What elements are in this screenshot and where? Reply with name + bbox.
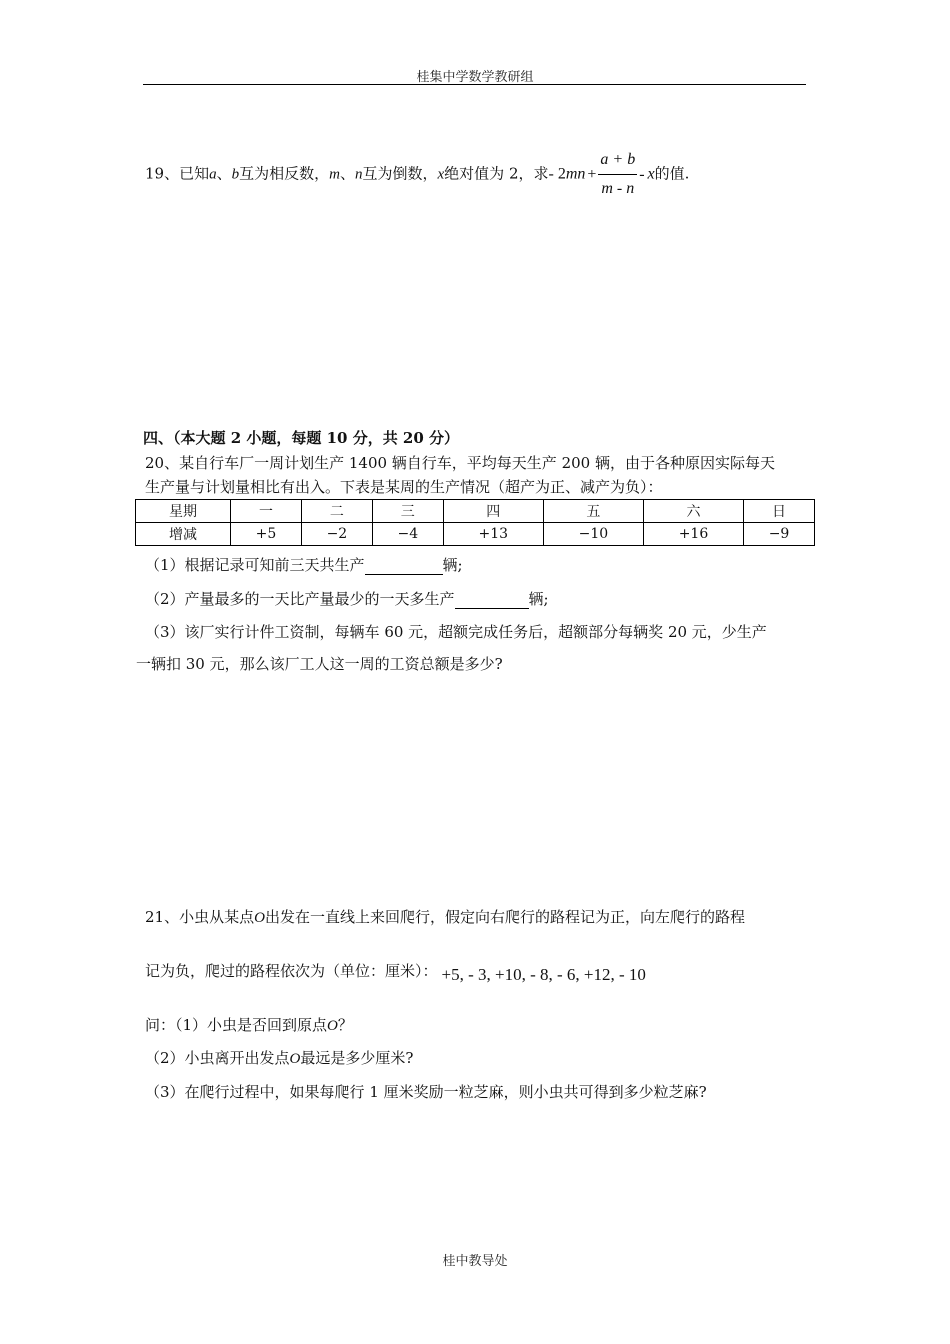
q21-point-O: O xyxy=(289,1051,301,1067)
q21-line-1-text: 21、小虫从某点 xyxy=(145,908,255,926)
q20-sub-1-unit: 辆; xyxy=(442,556,463,574)
table-cell: 五 xyxy=(543,500,643,523)
table-cell: +16 xyxy=(643,523,743,546)
table-cell: −9 xyxy=(744,523,815,546)
q19-text2: 互为倒数， xyxy=(362,164,438,183)
table-cell: +5 xyxy=(231,523,302,546)
page-footer: 桂中教导处 xyxy=(442,1254,508,1269)
table-row xyxy=(136,523,815,546)
q19-expr-minus: - xyxy=(639,165,645,183)
q19-expr-start: - 2 xyxy=(548,165,566,183)
q20-sub-3-line-2: 一辆扣 30 元，那么该厂工人这一周的工资总额是多少? xyxy=(136,655,503,673)
table-cell: 星期 xyxy=(136,500,231,523)
q21-line-2-text: 记为负，爬过的路程依次为（单位：厘米）： xyxy=(145,962,438,980)
table-cell: 一 xyxy=(231,500,302,523)
question-19 xyxy=(145,150,689,199)
production-table xyxy=(135,499,815,546)
q21-line-1-rest: 出发在一直线上来回爬行，假定向右爬行的路程记为正，向左爬行的路程 xyxy=(264,908,745,926)
table-cell: −4 xyxy=(372,523,443,546)
q21-sequence: +5, - 3, +10, - 8, - 6, +12, - 10 xyxy=(441,965,646,984)
q20-sub-2-unit: 辆; xyxy=(528,590,549,608)
table-cell: 增减 xyxy=(136,523,231,546)
q20-sub-2-text: （2）产量最多的一天比产量最少的一天多生产 xyxy=(145,590,455,608)
table-cell: −10 xyxy=(543,523,643,546)
section-4-title: 四、（本大题 2 小题，每题 10 分，共 20 分） xyxy=(143,429,460,447)
table-cell: 三 xyxy=(372,500,443,523)
q21-ask-1 xyxy=(145,1014,353,1035)
q19-var-a: a xyxy=(209,166,217,183)
q19-sep2: 、 xyxy=(339,164,355,183)
q19-end: 的值. xyxy=(654,164,690,183)
q19-prefix: 19、已知 xyxy=(145,164,210,183)
table-cell: 四 xyxy=(443,500,543,523)
q19-var-x: x xyxy=(437,166,445,183)
q19-expr-x: x xyxy=(647,165,655,183)
q19-var-b: b xyxy=(231,166,240,183)
q20-sub-3-line-1: （3）该厂实行计件工资制，每辆车 60 元，超额完成任务后，超额部分每辆奖 20 元，少生产 xyxy=(145,623,767,641)
table-header-row xyxy=(136,500,815,523)
q19-expr-plus: + xyxy=(587,165,597,183)
q21-ask-1-end: ？ xyxy=(337,1016,353,1034)
page-header: 桂集中学数学教研组 xyxy=(416,70,534,85)
q20-line-2: 生产量与计划量相比有出入。下表是某周的生产情况（超产为正、减产为负）： xyxy=(145,478,663,496)
q20-sub-1-text: （1）根据记录可知前三天共生产 xyxy=(145,556,365,574)
q21-line-1 xyxy=(145,906,745,927)
table-cell: 日 xyxy=(744,500,815,523)
answer-blank-1[interactable] xyxy=(365,558,443,575)
q21-ask-1-text: 问：（1）小虫是否回到原点 xyxy=(145,1016,328,1034)
q20-sub-1 xyxy=(145,554,463,575)
q21-ask-2 xyxy=(145,1047,413,1068)
table-cell: 六 xyxy=(643,500,743,523)
q19-fraction xyxy=(598,150,637,199)
q21-ask-3: （3）在爬行过程中，如果每爬行 1 厘米奖励一粒芝麻，则小虫共可得到多少粒芝麻? xyxy=(145,1083,707,1101)
q19-fraction-numerator: a + b xyxy=(598,150,637,175)
q21-point-O: O xyxy=(254,910,265,926)
q19-text3: 绝对值为 2，求 xyxy=(444,164,549,183)
q21-ask-2-text: （2）小虫离开出发点 xyxy=(145,1049,290,1067)
q19-var-m: m xyxy=(329,166,340,183)
answer-blank-2[interactable] xyxy=(455,592,529,609)
q19-sep1: 、 xyxy=(216,164,232,183)
header-rule xyxy=(143,84,806,85)
q19-fraction-denominator: m - n xyxy=(601,180,635,197)
q21-ask-2-end: 最远是多少厘米? xyxy=(300,1049,414,1067)
table-cell: +13 xyxy=(443,523,543,546)
q19-expr-mn: mn xyxy=(565,165,586,183)
q20-line-1: 20、某自行车厂一周计划生产 1400 辆自行车，平均每天生产 200 辆，由于各种原因实际每天 xyxy=(145,454,775,472)
table-cell: −2 xyxy=(301,523,372,546)
q21-point-O: O xyxy=(327,1018,338,1034)
table-cell: 二 xyxy=(301,500,372,523)
q19-var-n: n xyxy=(354,166,363,183)
q19-text1: 互为相反数， xyxy=(239,164,330,183)
q20-sub-2 xyxy=(145,588,549,609)
q21-line-2 xyxy=(145,960,646,984)
